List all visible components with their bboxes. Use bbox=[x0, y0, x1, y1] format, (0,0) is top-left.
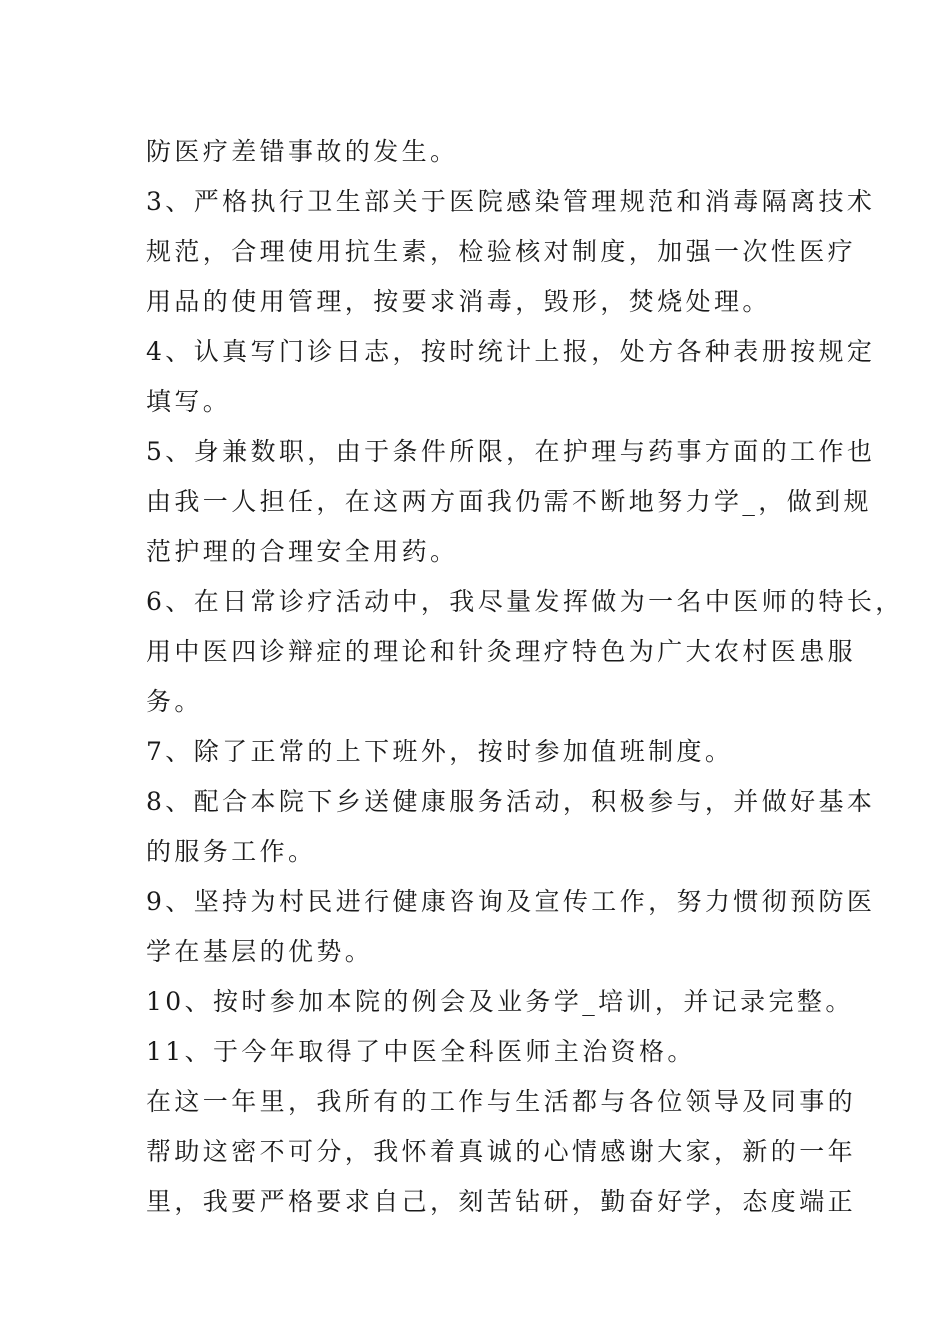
text-line: 规范，合理使用抗生素，检验核对制度，加强一次性医疗 bbox=[146, 237, 857, 266]
text-line: 用品的使用管理，按要求消毒，毁形，焚烧处理。 bbox=[146, 287, 771, 316]
text-line: 5、身兼数职，由于条件所限，在护理与药事方面的工作也 bbox=[146, 437, 876, 466]
text-line: 用中医四诊辩症的理论和针灸理疗特色为广大农村医患服 bbox=[146, 637, 857, 666]
text-line: 范护理的合理安全用药。 bbox=[146, 537, 459, 566]
text-line: 防医疗差错事故的发生。 bbox=[146, 137, 459, 166]
text-line: 4、认真写门诊日志，按时统计上报，处方各种表册按规定 bbox=[146, 337, 876, 366]
text-line: 的服务工作。 bbox=[146, 837, 317, 866]
text-line: 3、严格执行卫生部关于医院感染管理规范和消毒隔离技术 bbox=[146, 187, 876, 216]
text-line: 9、坚持为村民进行健康咨询及宣传工作，努力惯彻预防医 bbox=[146, 887, 876, 916]
text-line: 8、配合本院下乡送健康服务活动，积极参与，并做好基本 bbox=[146, 787, 876, 816]
text-line: 6、在日常诊疗活动中，我尽量发挥做为一名中医师的特长， bbox=[146, 587, 904, 616]
text-line: 由我一人担任，在这两方面我仍需不断地努力学_，做到规 bbox=[146, 487, 872, 516]
text-line: 帮助这密不可分，我怀着真诚的心情感谢大家，新的一年 bbox=[146, 1137, 857, 1166]
text-line: 里，我要严格要求自己，刻苦钻研，勤奋好学，态度端正 bbox=[146, 1187, 857, 1216]
text-line: 11、于今年取得了中医全科医师主治资格。 bbox=[146, 1037, 696, 1066]
text-line: 7、除了正常的上下班外，按时参加值班制度。 bbox=[146, 737, 734, 766]
text-line: 10、按时参加本院的例会及业务学_培训，并记录完整。 bbox=[146, 987, 854, 1016]
text-line: 务。 bbox=[146, 687, 203, 716]
text-line: 学在基层的优势。 bbox=[146, 937, 374, 966]
text-line: 在这一年里，我所有的工作与生活都与各位领导及同事的 bbox=[146, 1087, 857, 1116]
text-line: 填写。 bbox=[146, 387, 232, 416]
